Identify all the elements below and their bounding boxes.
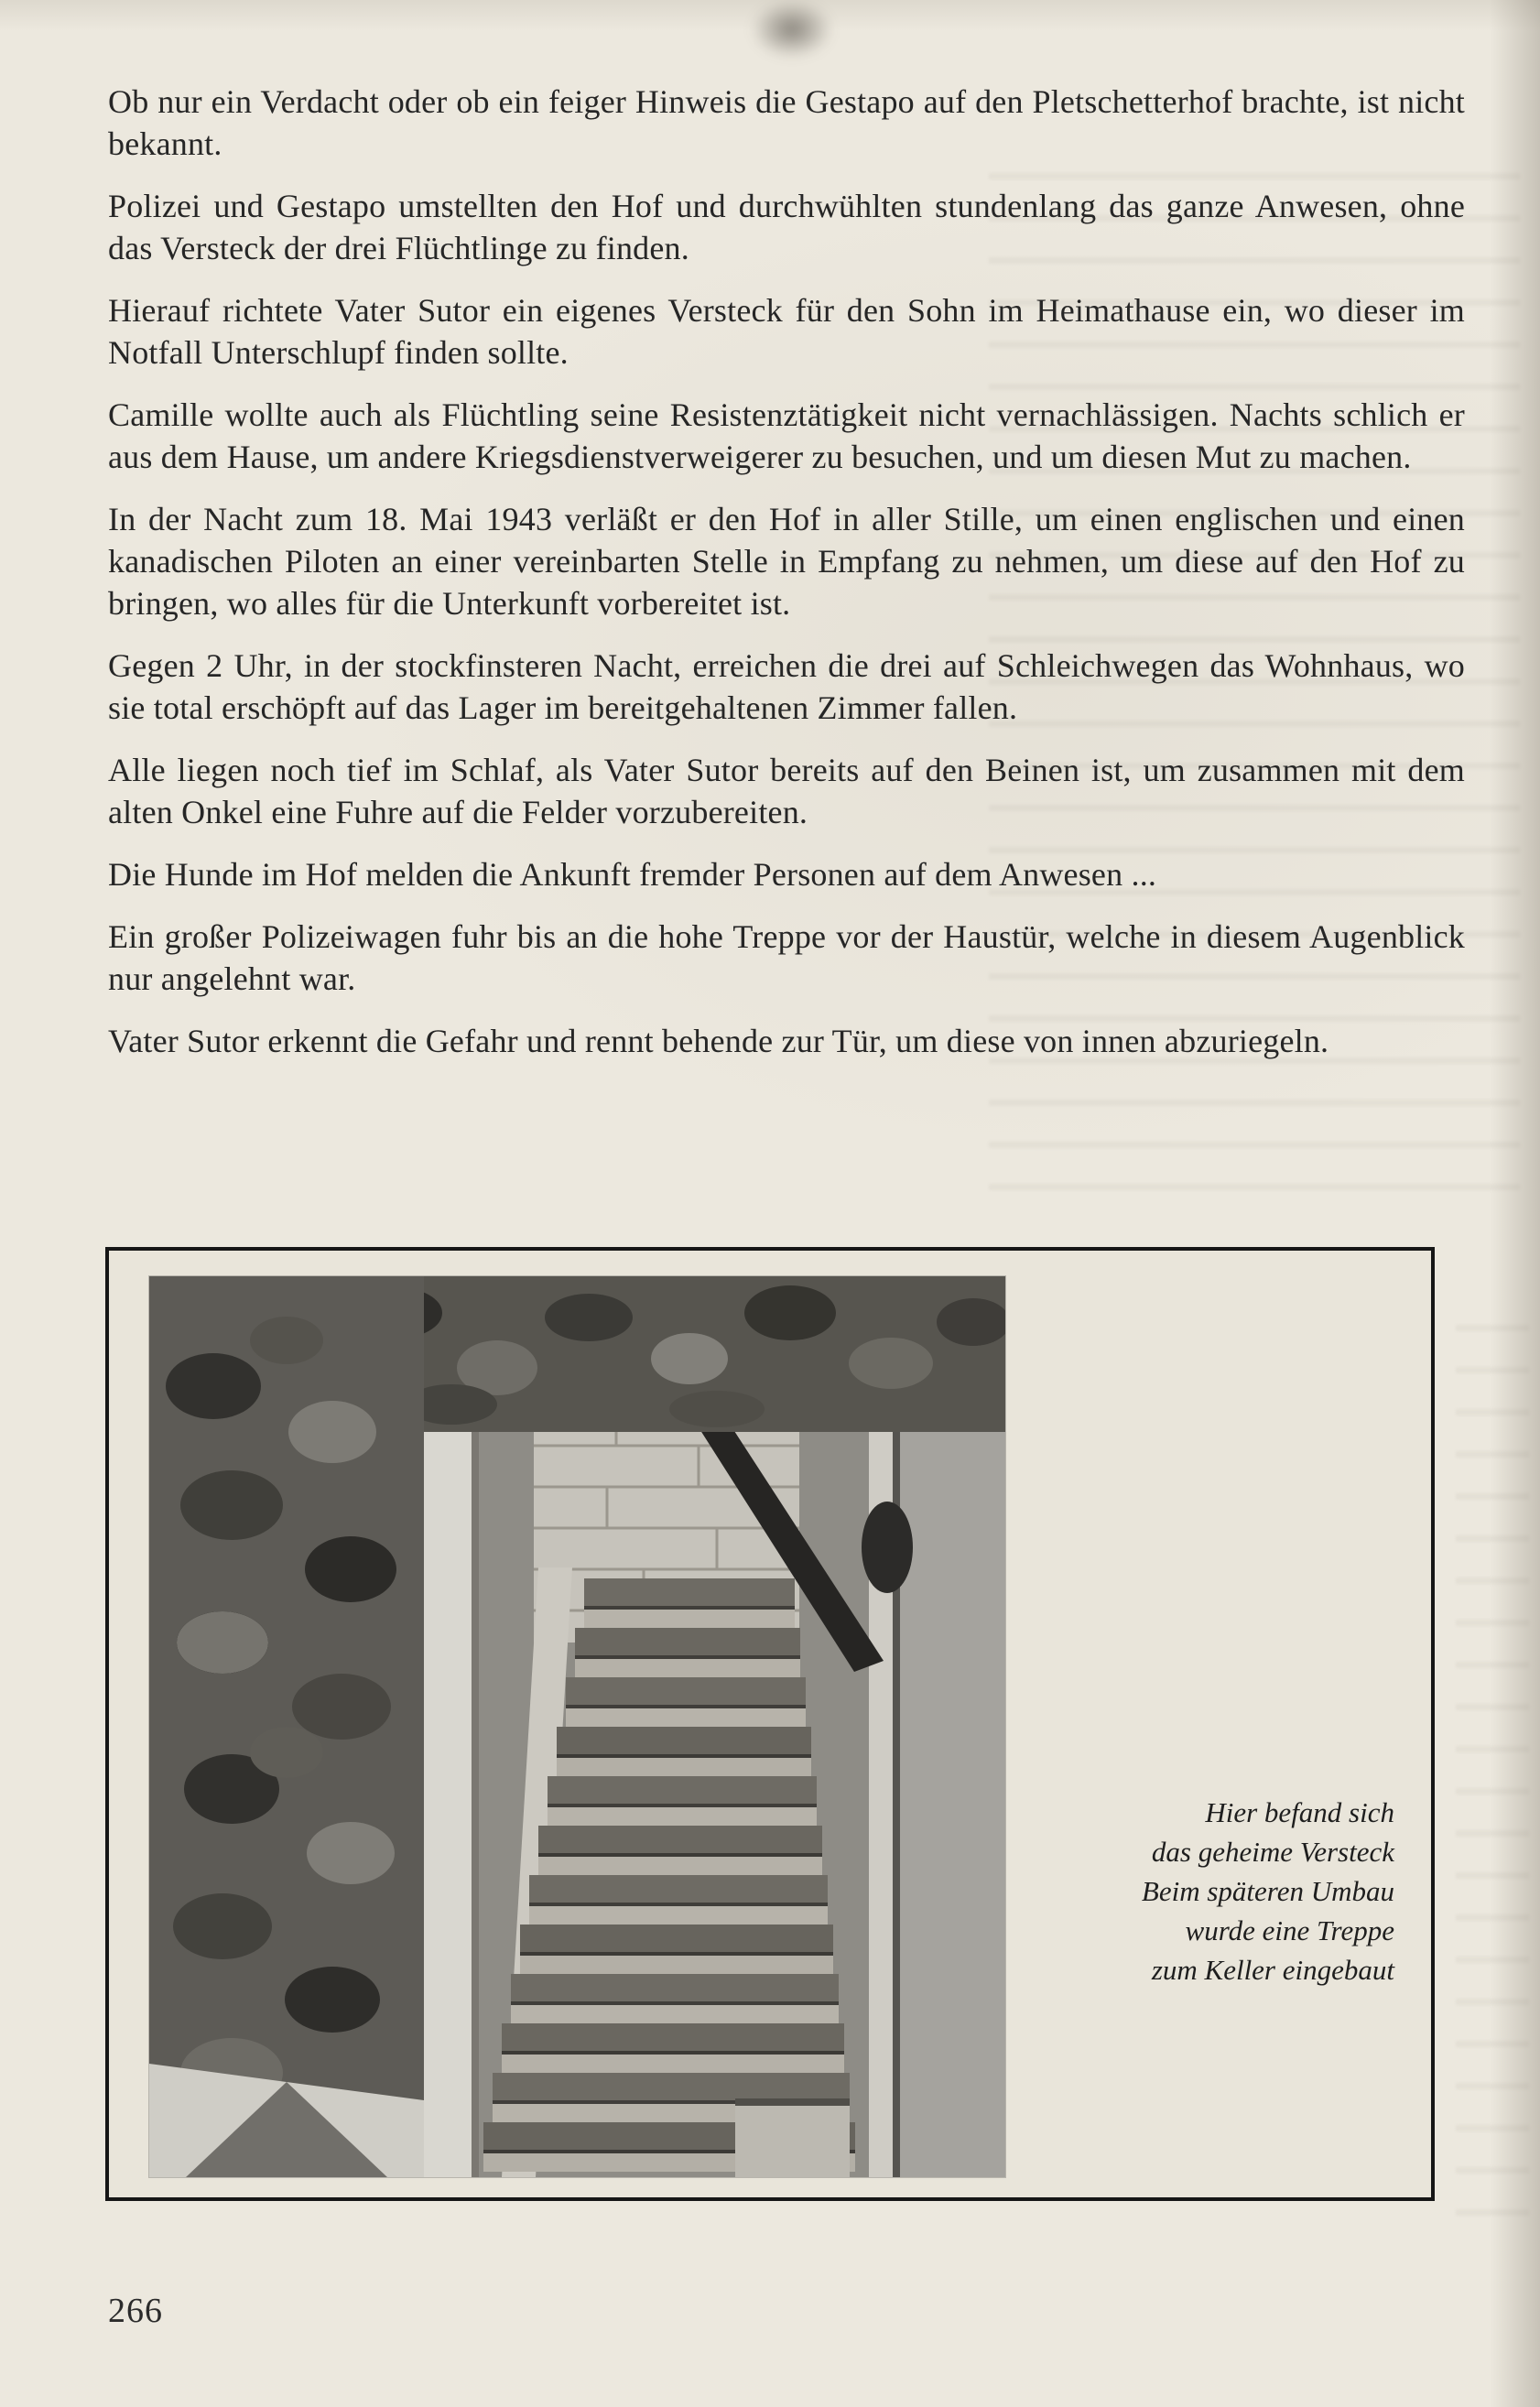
photo-caption-line: das geheime Versteck <box>1151 1836 1394 1868</box>
photo-frame <box>105 1247 1435 2201</box>
photo-caption-line: Beim späteren Umbau <box>1141 1875 1394 1907</box>
staircase-photo <box>149 1276 1005 2177</box>
paragraph: Ob nur ein Verdacht oder ob ein feiger Hinweis die Gestapo auf den Pletschetterhof brachte, ist nicht bekannt. <box>108 83 1465 162</box>
paragraph: Camille wollte auch als Flüchtling seine Resistenztätigkeit nicht vernachlässigen. Nachts schlich er aus dem Hause, um andere Kriegsdienstverweigerer zu besuchen, und um diesen Mut zu machen. <box>108 396 1465 475</box>
paragraph: Die Hunde im Hof melden die Ankunft fremder Personen auf dem Anwesen ... <box>108 856 1157 893</box>
paragraph: Alle liegen noch tief im Schlaf, als Vater Sutor bereits auf den Beinen ist, um zusammen mit dem alten Onkel eine Fuhre auf die Felder vorzubereiten. <box>108 752 1465 830</box>
photo-caption-line: wurde eine Treppe <box>1185 1914 1394 1946</box>
staircase-photo-art <box>149 1276 1005 2177</box>
page-number: 266 <box>108 2292 163 2330</box>
paragraph: Gegen 2 Uhr, in der stockfinsteren Nacht, erreichen die drei auf Schleichwegen das Wohnhaus, wo sie total erschöpft auf das Lager im bereitgehaltenen Zimmer fallen. <box>108 647 1465 726</box>
bleedthrough-artifact <box>1456 1300 1529 2216</box>
paragraph: In der Nacht zum 18. Mai 1943 verläßt er den Hof in aller Stille, um einen englischen und einen kanadischen Piloten an einer vereinbarten Stelle in Empfang zu nehmen, um diese auf den Hof zu bringen, wo alles für die Unterkunft vorbereitet ist. <box>108 501 1465 622</box>
paragraph: Hierauf richtete Vater Sutor ein eigenes Versteck für den Sohn im Heimathause ein, wo dieser im Notfall Unterschlupf finden sollte. <box>108 292 1465 371</box>
photo-caption-line: Hier befand sich <box>1205 1796 1394 1828</box>
body-text <box>108 81 1465 1082</box>
paragraph: Vater Sutor erkennt die Gefahr und rennt behende zur Tür, um diese von innen abzuriegeln. <box>108 1023 1329 1059</box>
paragraph: Polizei und Gestapo umstellten den Hof und durchwühlten stundenlang das ganze Anwesen, ohne das Versteck der drei Flüchtlinge zu finden. <box>108 188 1465 266</box>
paragraph: Ein großer Polizeiwagen fuhr bis an die hohe Treppe vor der Haustür, welche in diesem Augenblick nur angelehnt war. <box>108 918 1465 997</box>
photo-caption-line: zum Keller eingebaut <box>1151 1954 1394 1986</box>
photo-caption <box>992 1793 1394 1990</box>
scan-smudge <box>751 0 833 59</box>
